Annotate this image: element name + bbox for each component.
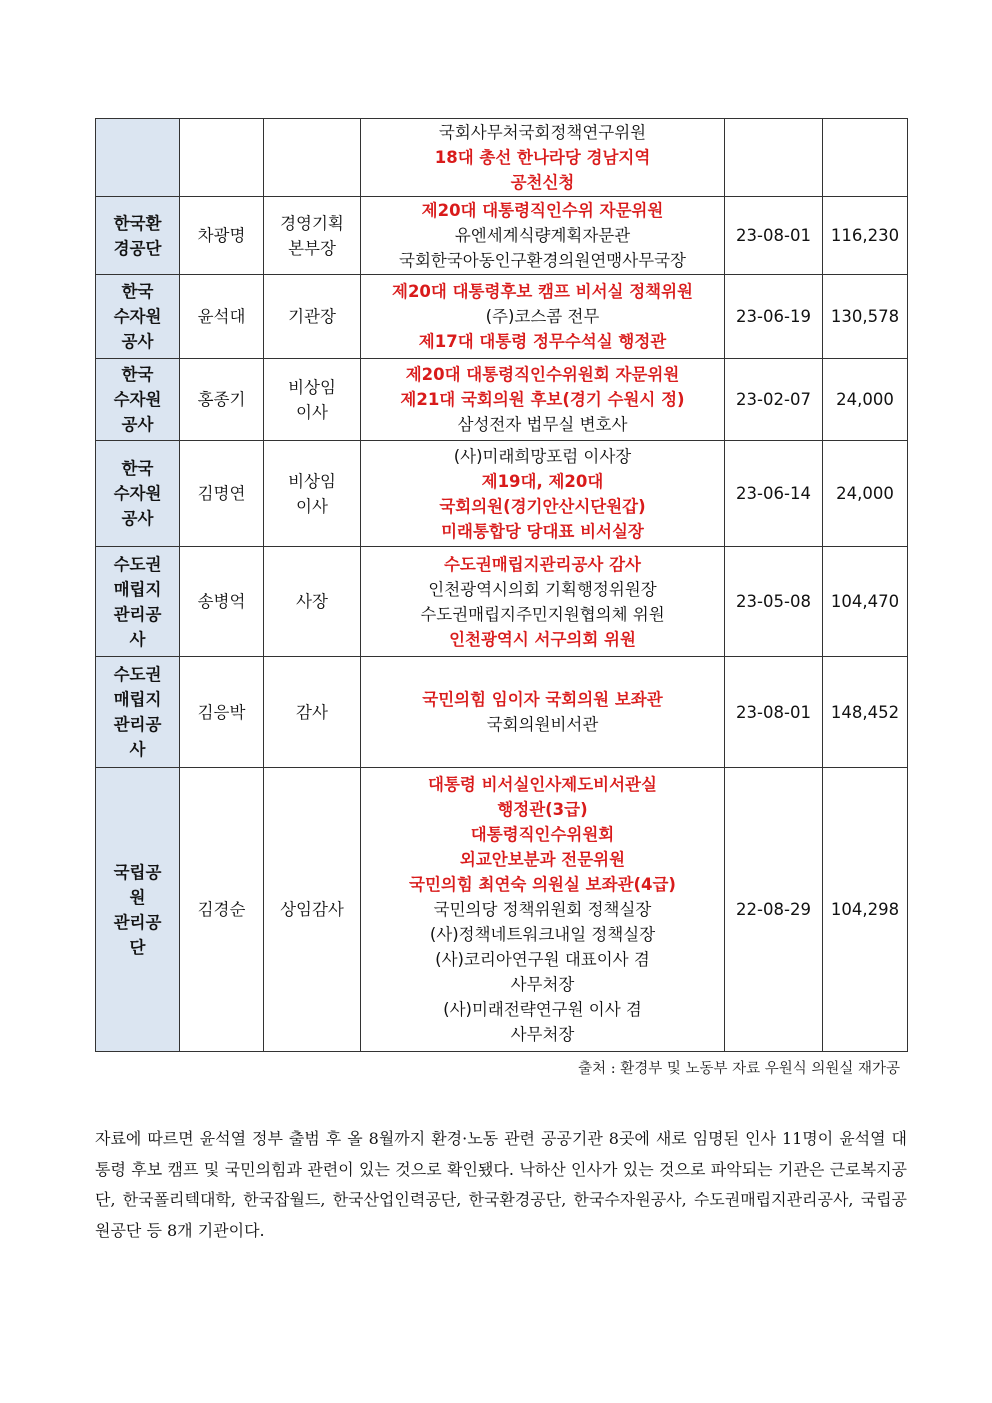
career-line: 유엔세계식량계획자문관 (454, 226, 631, 245)
name-cell: 차광명 (180, 197, 264, 275)
career-line: (사)미래희망포럼 이사장 (453, 446, 632, 466)
date-cell: 23-06-19 (725, 275, 823, 359)
cell-line: 사 (129, 740, 146, 759)
cell-line: 한국 (121, 365, 154, 384)
career-line: (주)코스콤 전무 (485, 307, 600, 326)
amount-cell: 130,578 (823, 275, 908, 359)
date-cell: 23-02-07 (725, 359, 823, 441)
table-row (96, 768, 908, 1052)
cell-line: 수자원 (113, 484, 162, 503)
career-line-highlight: 18대 총선 한나라당 경남지역 (434, 148, 651, 167)
name-cell: 김명연 (180, 441, 264, 547)
cell-line: 본부장 (288, 238, 336, 258)
org-cell (96, 768, 180, 1052)
date-cell: 23-06-14 (725, 441, 823, 547)
cell-line: 공사 (121, 332, 154, 351)
appointee-table (95, 118, 908, 1052)
name-cell: 송병억 (180, 547, 264, 657)
career-line: 수도권매립지주민지원협의체 위원 (420, 604, 665, 624)
amount-cell: 104,298 (823, 768, 908, 1052)
career-line: 사무처장 (510, 975, 575, 994)
position-cell (264, 359, 361, 441)
career-line-highlight: 제19대, 제20대 (481, 471, 604, 491)
table-row (96, 547, 908, 657)
career-line-highlight: 국민의힘 최연숙 의원실 보좌관(4급) (409, 875, 676, 894)
career-cell (361, 359, 725, 441)
career-line: 국회사무처국회정책연구위원 (438, 123, 647, 142)
cell-line: 매립지 (113, 690, 162, 709)
career-cell (361, 197, 725, 275)
date-cell: 23-05-08 (725, 547, 823, 657)
position-cell (264, 275, 361, 359)
career-line-highlight: 제20대 대통령직인수위원회 자문위원 (405, 365, 680, 384)
date-cell (725, 119, 823, 197)
career-cell (361, 657, 725, 768)
position-cell (264, 657, 361, 768)
career-cell (361, 119, 725, 197)
career-line-highlight: 행정관(3급) (497, 800, 588, 819)
career-line-highlight: 대통령직인수위원회 (470, 825, 615, 844)
career-cell (361, 768, 725, 1052)
cell-line: 사장 (296, 592, 328, 611)
career-line: 국회한국아동인구환경의원연맹사무국장 (399, 251, 686, 270)
amount-cell (823, 119, 908, 197)
career-line-highlight: 제20대 대통령후보 캠프 비서실 정책위원 (392, 282, 693, 301)
cell-line: 감사 (296, 702, 328, 722)
career-line-highlight: 대통령 비서실인사제도비서관실 (428, 775, 657, 794)
table-row (96, 441, 908, 547)
cell-line: 관리공 (113, 912, 162, 932)
cell-line: 단 (129, 937, 146, 957)
cell-line: 이사 (296, 402, 328, 422)
position-cell (264, 441, 361, 547)
career-line-highlight: 제17대 대통령 정무수석실 행정관 (418, 332, 667, 351)
date-cell: 23-08-01 (725, 197, 823, 275)
cell-line: 상임감사 (280, 900, 344, 919)
table-row (96, 275, 908, 359)
amount-cell: 116,230 (823, 197, 908, 275)
org-cell (96, 441, 180, 547)
cell-line: 비상임 (288, 471, 336, 491)
table-row (96, 359, 908, 441)
table-row (96, 119, 908, 197)
career-line: 국회의원비서관 (486, 715, 599, 734)
cell-line: 수도권 (113, 554, 162, 574)
career-line: (사)미래전략연구원 이사 겸 (443, 1000, 642, 1019)
position-cell (264, 768, 361, 1052)
org-cell (96, 119, 180, 197)
cell-line: 공사 (121, 509, 154, 528)
amount-cell: 104,470 (823, 547, 908, 657)
career-line-highlight: 국회의원(경기안산시단원갑) (439, 496, 646, 516)
cell-line: 경영기획 (280, 213, 344, 233)
position-cell (264, 119, 361, 197)
table-row (96, 657, 908, 768)
cell-line: 관리공 (113, 715, 162, 734)
org-cell (96, 359, 180, 441)
date-cell: 22-08-29 (725, 768, 823, 1052)
career-cell (361, 441, 725, 547)
career-line: 사무처장 (510, 1025, 575, 1044)
cell-line: 관리공 (113, 604, 162, 624)
amount-cell: 24,000 (823, 441, 908, 547)
career-line-highlight: 공천신청 (510, 173, 575, 192)
table-row (96, 197, 908, 275)
cell-line: 기관장 (288, 307, 336, 326)
date-cell: 23-08-01 (725, 657, 823, 768)
org-cell (96, 547, 180, 657)
career-line: 삼성전자 법무실 변호사 (457, 415, 628, 434)
body-paragraph: 자료에 따르면 윤석열 정부 출범 후 올 8월까지 환경·노동 관련 공공기관 8곳에 새로 임명된 인사 11명이 윤석열 대통령 후보 캠프 및 국민의힘과 관련이 있는 것으로 확인됐다. 낙하산 인사가 있는 것으로 파악되는 기관은 근로복지공단, 한국폴리텍대학, 한국잡월드, 한국산업인력공단, 한국환경공단, 한국수자원공사, 수도권매립지관리공사, 국립공원공단 등 8개 기관이다. (95, 1129, 907, 1240)
cell-line: 사 (129, 629, 146, 649)
org-cell (96, 657, 180, 768)
cell-line: 공사 (121, 415, 154, 434)
cell-line: 매립지 (113, 579, 162, 599)
career-cell (361, 547, 725, 657)
career-line-highlight: 제21대 국회의원 후보(경기 수원시 정) (400, 390, 685, 409)
cell-line: 원 (129, 887, 146, 907)
career-line-highlight: 외교안보분과 전문위원 (459, 850, 626, 869)
cell-line: 국립공 (113, 862, 162, 882)
position-cell (264, 547, 361, 657)
cell-line: 수자원 (113, 390, 162, 409)
career-line-highlight: 인천광역시 서구의회 위원 (449, 629, 636, 649)
career-line-highlight: 국민의힘 임이자 국회의원 보좌관 (422, 690, 663, 709)
cell-line: 한국 (121, 282, 154, 301)
career-line: (사)정책네트워크내일 정책실장 (429, 925, 656, 944)
career-line: 인천광역시의회 기획행정위원장 (428, 579, 657, 599)
career-cell (361, 275, 725, 359)
name-cell: 김경순 (180, 768, 264, 1052)
amount-cell: 24,000 (823, 359, 908, 441)
career-line: (사)코리아연구원 대표이사 겸 (435, 950, 650, 969)
cell-line: 수자원 (113, 307, 162, 326)
amount-cell: 148,452 (823, 657, 908, 768)
source-note: 출처 : 환경부 및 노동부 자료 우원식 의원실 재가공 (578, 1061, 900, 1077)
name-cell: 윤석대 (180, 275, 264, 359)
name-cell: 홍종기 (180, 359, 264, 441)
cell-line: 이사 (296, 496, 328, 516)
cell-line: 경공단 (113, 238, 162, 258)
cell-line: 수도권 (113, 665, 162, 684)
cell-line: 한국환 (113, 213, 162, 233)
name-cell: 김응박 (180, 657, 264, 768)
org-cell (96, 197, 180, 275)
career-line: 국민의당 정책위원회 정책실장 (433, 900, 652, 919)
career-line-highlight: 수도권매립지관리공사 감사 (443, 554, 641, 574)
position-cell (264, 197, 361, 275)
career-line-highlight: 미래통합당 당대표 비서실장 (441, 521, 644, 541)
org-cell (96, 275, 180, 359)
cell-line: 한국 (121, 459, 154, 478)
name-cell (180, 119, 264, 197)
cell-line: 비상임 (288, 377, 336, 397)
career-line-highlight: 제20대 대통령직인수위 자문위원 (421, 201, 664, 220)
